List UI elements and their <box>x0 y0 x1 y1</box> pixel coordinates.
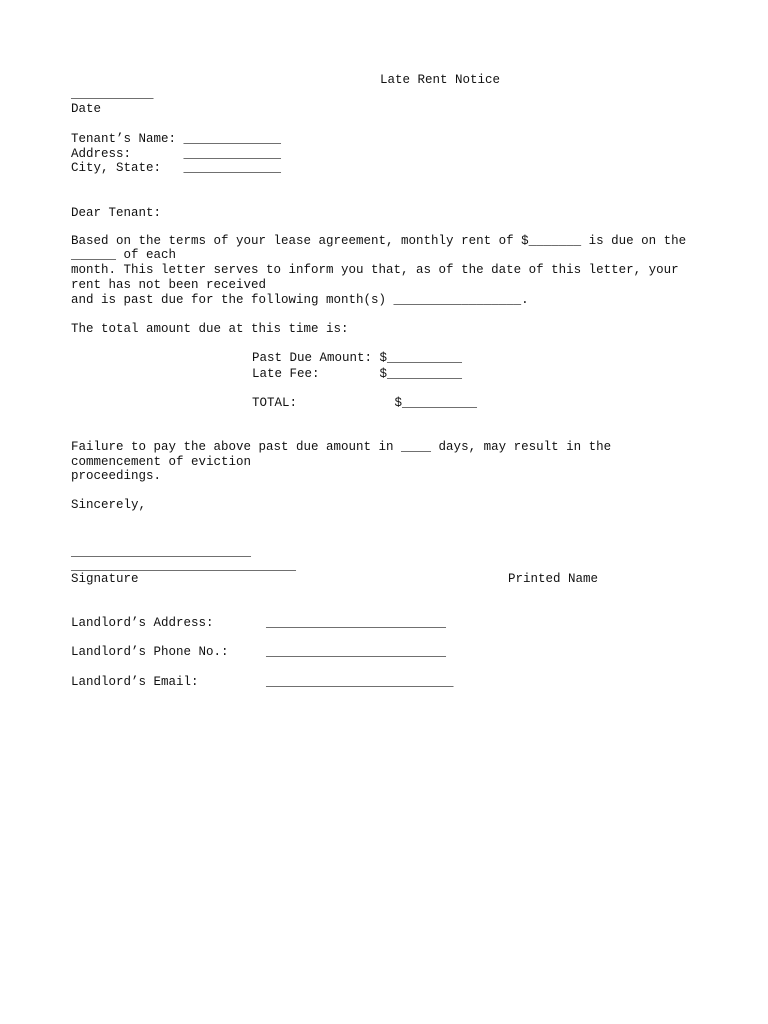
signature-label: Signature <box>71 572 139 586</box>
body-line: Based on the terms of your lease agreement, monthly rent of $_______ is due on the <box>71 234 687 248</box>
late-fee-field: Late Fee: $__________ <box>252 367 463 381</box>
salutation: Dear Tenant: <box>71 206 162 220</box>
closing: Sincerely, <box>71 498 147 512</box>
failure-line: Failure to pay the above past due amount in ____ days, may result in the <box>71 440 612 454</box>
date-blank: ___________ <box>71 87 154 101</box>
failure-line: commencement of eviction <box>71 455 252 469</box>
document-title: Late Rent Notice <box>380 73 501 87</box>
landlord-email-field: Landlord’s Email: _________________________ <box>71 675 454 689</box>
landlord-phone-field: Landlord’s Phone No.: ________________________ <box>71 645 447 659</box>
signature-blank: ________________________ <box>71 545 252 559</box>
body-line: month. This letter serves to inform you that, as of the date of this letter, your <box>71 263 679 277</box>
body-line: rent has not been received <box>71 278 267 292</box>
date-label: Date <box>71 102 102 116</box>
total-field: TOTAL: $__________ <box>252 396 478 410</box>
body-line: ______ of each <box>71 248 177 262</box>
tenant-city-state-field: City, State: _____________ <box>71 161 282 175</box>
landlord-address-field: Landlord’s Address: ________________________ <box>71 616 447 630</box>
body-line: and is past due for the following month(s) _________________. <box>71 293 529 307</box>
total-intro: The total amount due at this time is: <box>71 322 349 336</box>
tenant-address-field: Address: _____________ <box>71 147 282 161</box>
past-due-amount-field: Past Due Amount: $__________ <box>252 351 463 365</box>
failure-line: proceedings. <box>71 469 162 483</box>
printed-name-blank: ______________________________ <box>71 559 297 573</box>
tenant-name-field: Tenant’s Name: _____________ <box>71 132 282 146</box>
printed-name-label: Printed Name <box>508 572 599 586</box>
